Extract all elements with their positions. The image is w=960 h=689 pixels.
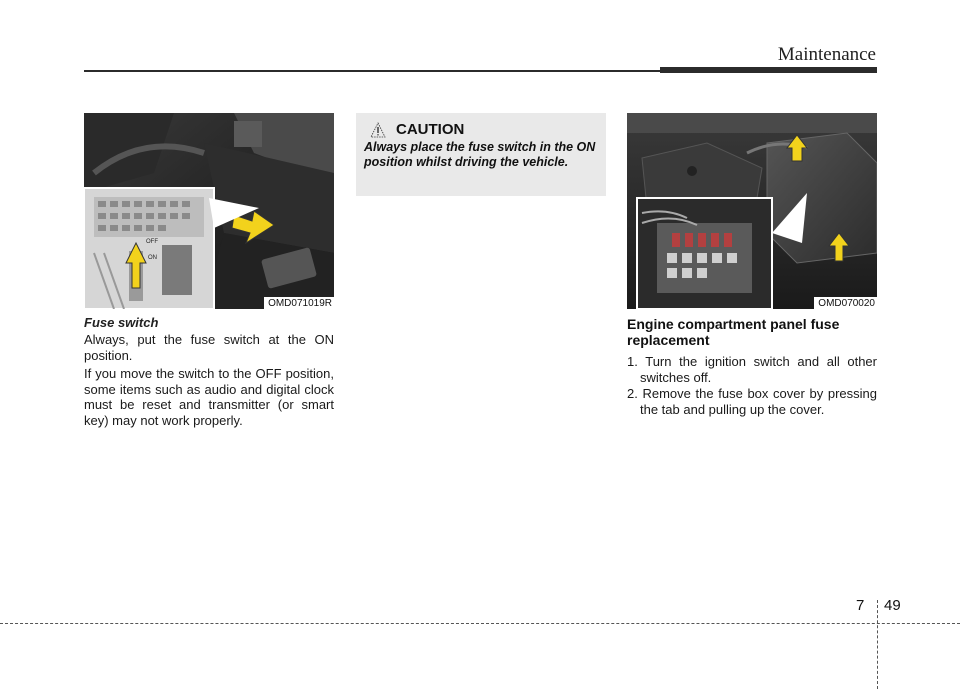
engine-fuse-section — [627, 316, 877, 418]
header-bar — [660, 67, 877, 73]
caution-box — [356, 113, 606, 196]
section-title: Maintenance — [777, 44, 876, 65]
switch-off-label: OFF — [146, 239, 158, 245]
fuse-switch-section — [84, 315, 334, 431]
caution-title: CAUTION — [396, 121, 465, 138]
image-code-label: OMD071019R — [264, 297, 334, 309]
footer-divider — [877, 600, 878, 689]
footer-rule — [0, 623, 960, 624]
caution-body: Always place the fuse switch in the ON position whilst driving the vehicle. — [364, 140, 596, 169]
fuse-switch-subheading: Fuse switch — [84, 315, 159, 330]
switch-on-label: ON — [148, 255, 157, 261]
fuse-switch-photo — [84, 113, 334, 309]
step-item: 1. Turn the ignition switch and all other switches off. — [627, 354, 877, 385]
paragraph: If you move the switch to the OFF position, some items such as audio and digital clock must be reset and transmitter (or smart key) may not work properly. — [84, 366, 334, 428]
page-number: 49 — [884, 597, 901, 614]
step-item: 2. Remove the fuse box cover by pressing the tab and pulling up the cover. — [627, 386, 877, 417]
warning-triangle-icon — [370, 122, 386, 138]
engine-fuse-heading: Engine compartment panel fuse replacement — [627, 316, 840, 348]
chapter-number: 7 — [856, 597, 865, 614]
engine-fuse-box-photo — [627, 113, 877, 309]
header-rule — [84, 70, 660, 72]
image-code-label: OMD070020 — [814, 297, 877, 309]
paragraph: Always, put the fuse switch at the ON position. — [84, 332, 334, 363]
